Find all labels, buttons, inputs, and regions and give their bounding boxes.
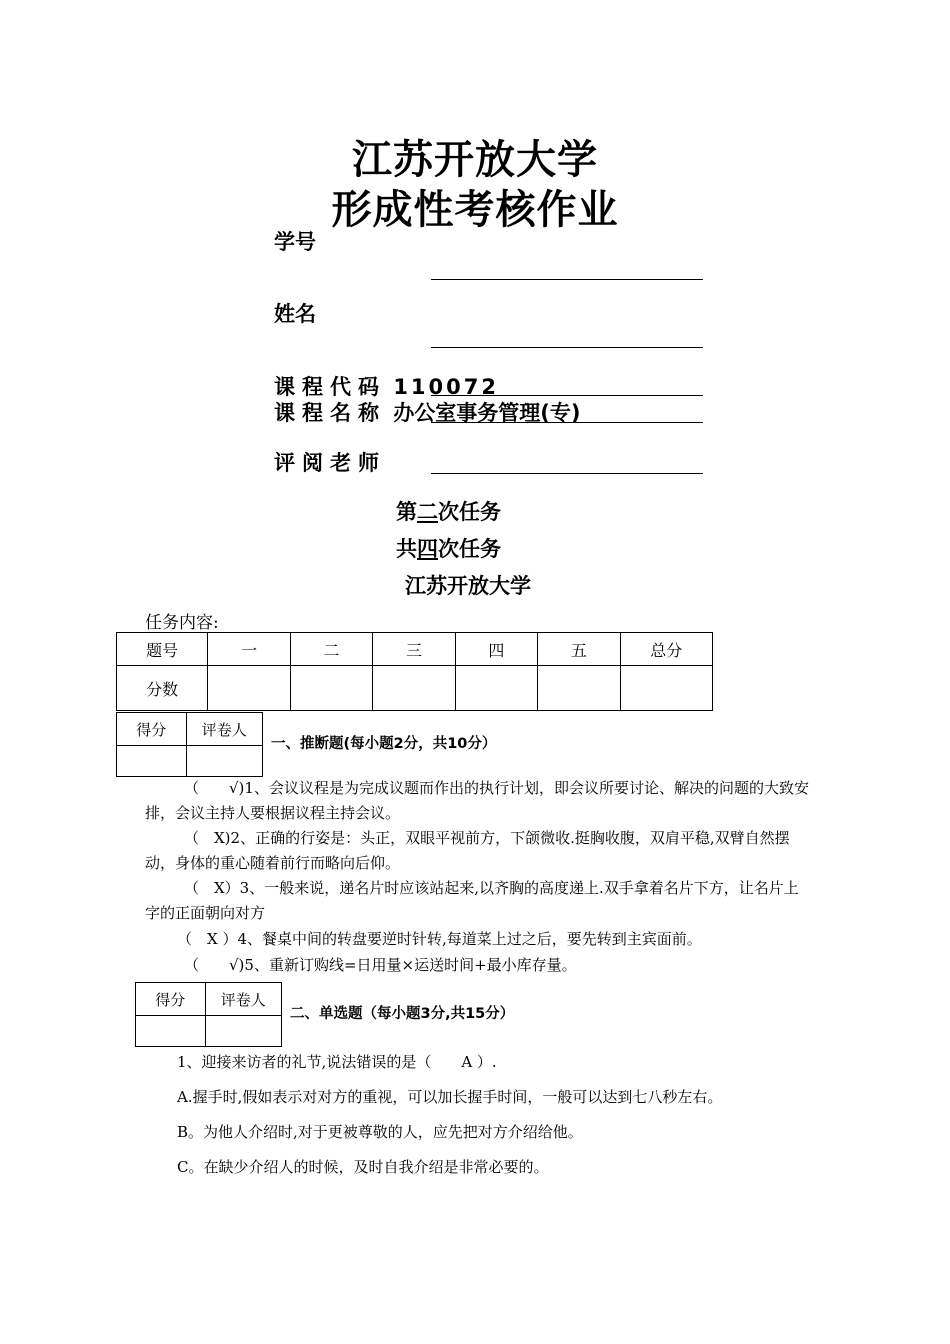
judgement-item-4: （ X ）4、餐桌中间的转盘要逆时针转,每道菜上过之后，要先转到主宾面前。 bbox=[177, 930, 702, 948]
total-tasks-prefix: 共 bbox=[396, 537, 417, 561]
score-cell[interactable] bbox=[620, 666, 712, 711]
judgement-item-5: （ √)5、重新订购线=日用量×运送时间+最小库存量。 bbox=[184, 956, 577, 974]
grader-name-header: 评卷人 bbox=[186, 713, 262, 746]
judgement-item-3: （ X）3、一般来说，递名片时应该站起来,以齐胸的高度递上.双手拿着名片下方，让名片上字的正面朝向对方 bbox=[145, 879, 799, 922]
grader-score-cell[interactable] bbox=[136, 1016, 206, 1047]
course-name-line bbox=[431, 422, 703, 423]
grader-name-header: 评卷人 bbox=[205, 983, 281, 1016]
student-id-label: 学号 bbox=[274, 230, 316, 254]
choice-option-c: C。在缺少介绍人的时候，及时自我介绍是非常必要的。 bbox=[177, 1158, 549, 1176]
reviewer-label: 评阅老师 bbox=[274, 451, 386, 475]
score-cell[interactable] bbox=[455, 666, 537, 711]
current-task bbox=[396, 496, 501, 526]
choice-question-1: 1、迎接来访者的礼节,说法错误的是（ A ）. bbox=[177, 1053, 497, 1071]
grader-score-cell[interactable] bbox=[117, 746, 187, 777]
judgement-item-1: （ √)1、会议议程是为完成议题而作出的执行计划，即会议所要讨论、解决的问题的大致安排，会议主持人要根据议程主持会议。 bbox=[145, 779, 809, 822]
reviewer-line[interactable] bbox=[431, 473, 703, 474]
score-row-label: 分数 bbox=[117, 666, 208, 711]
score-header-cell: 总分 bbox=[620, 633, 712, 666]
score-header-cell: 一 bbox=[208, 633, 290, 666]
course-code-value: 110072 bbox=[393, 375, 499, 399]
score-cell[interactable] bbox=[373, 666, 455, 711]
total-tasks-suffix: 次任务 bbox=[438, 537, 501, 561]
current-task-prefix: 第 bbox=[396, 500, 417, 524]
score-cell[interactable] bbox=[208, 666, 290, 711]
judgement-item-2: （ X)2、正确的行姿是：头正，双眼平视前方，下颌微收.挺胸收腹，双肩平稳,双臂自然摆动，身体的重心随着前行而略向后仰。 bbox=[145, 829, 790, 872]
choice-option-a: A.握手时,假如表示对对方的重视，可以加长握手时间，一般可以达到七八秒左右。 bbox=[177, 1088, 723, 1106]
content-label: 任务内容: bbox=[145, 613, 219, 633]
course-name-label: 课程名称 bbox=[274, 401, 386, 425]
score-table-score-row bbox=[117, 666, 713, 711]
total-tasks bbox=[396, 533, 501, 563]
score-table bbox=[116, 632, 713, 711]
course-code-line bbox=[431, 395, 703, 396]
course-name-value: 办公室事务管理(专) bbox=[393, 401, 581, 425]
grader-score-header: 得分 bbox=[136, 983, 206, 1016]
university-title: 江苏开放大学 bbox=[352, 137, 598, 183]
name-line[interactable] bbox=[431, 347, 703, 348]
section2-heading: 二、单选题（每小题3分,共15分） bbox=[290, 1006, 515, 1022]
score-header-cell: 四 bbox=[455, 633, 537, 666]
section1-heading: 一、推断题(每小题2分，共10分） bbox=[271, 736, 497, 752]
document-title: 形成性考核作业 bbox=[331, 187, 619, 233]
choice-option-b: B。为他人介绍时,对于更被尊敬的人，应先把对方介绍给他。 bbox=[177, 1123, 583, 1141]
score-table-header-row bbox=[117, 633, 713, 666]
score-header-cell: 题号 bbox=[117, 633, 208, 666]
name-label: 姓名 bbox=[274, 302, 316, 326]
student-id-line[interactable] bbox=[431, 279, 703, 280]
score-header-cell: 二 bbox=[290, 633, 372, 666]
score-cell[interactable] bbox=[538, 666, 620, 711]
grader-score-header: 得分 bbox=[117, 713, 187, 746]
section1-grader-table bbox=[116, 712, 263, 777]
current-task-suffix: 次任务 bbox=[438, 500, 501, 524]
current-task-number: 二 bbox=[417, 500, 438, 524]
course-code-label: 课程代码 bbox=[274, 375, 386, 399]
score-cell[interactable] bbox=[290, 666, 372, 711]
total-tasks-number: 四 bbox=[417, 537, 438, 561]
grader-name-cell[interactable] bbox=[205, 1016, 281, 1047]
section2-grader-table bbox=[135, 982, 282, 1047]
school-name: 江苏开放大学 bbox=[405, 574, 531, 598]
score-header-cell: 五 bbox=[538, 633, 620, 666]
score-header-cell: 三 bbox=[373, 633, 455, 666]
grader-name-cell[interactable] bbox=[186, 746, 262, 777]
